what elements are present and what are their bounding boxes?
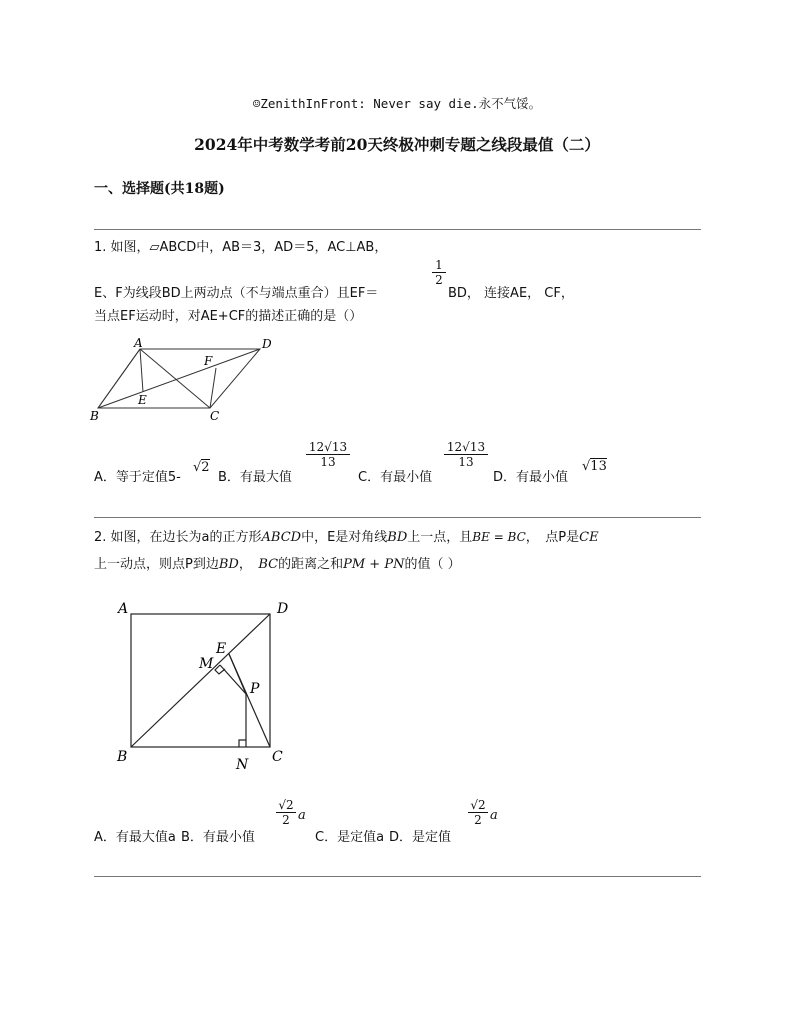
q2-label-n: N xyxy=(236,757,249,773)
q1-option-a-radicand: 2 xyxy=(201,460,210,475)
q1-fraction xyxy=(432,258,446,287)
q2-label-m: M xyxy=(199,656,214,672)
q2-option-b-num: √2 xyxy=(278,798,294,812)
q1-option-d-radicand: 13 xyxy=(590,459,607,474)
q2-math-ce: CE xyxy=(579,530,599,545)
q2-line1-text-g: ， 点P是 xyxy=(525,530,580,545)
q1-label-f: F xyxy=(204,354,213,368)
q1-line2a: E、F为线段BD上两动点（不与端点重合）且EF＝ xyxy=(94,286,379,301)
q2-line1-text-e: 上一点，且 xyxy=(407,530,473,545)
q1-option-b-num: 12√13 xyxy=(308,440,348,454)
q1-line3: 当点EF运动时，对AE+CF的描述正确的是（） xyxy=(94,309,363,324)
divider xyxy=(94,229,701,230)
q2-math-be-bc: BE = BC xyxy=(472,530,526,544)
q2-label-d: D xyxy=(277,601,289,617)
q2-label-b: B xyxy=(117,749,128,765)
q2-option-a: A．有最大值a xyxy=(94,830,176,845)
q2-math-bd: BD xyxy=(387,530,408,545)
q2-option-d-den: 2 xyxy=(468,812,488,827)
q2-square-figure xyxy=(110,598,300,776)
header-watermark: ☺ZenithInFront: Never say die.永不气馁。 xyxy=(252,96,542,111)
section-heading: 一、选择题(共18题) xyxy=(94,181,225,197)
q2-line1-text-c: 中，E是对角线 xyxy=(301,530,388,545)
q2-line2 xyxy=(94,553,461,572)
q1-label-a: A xyxy=(134,336,143,350)
q1-option-c: C．有最小值 xyxy=(358,470,433,485)
q1-option-b: B．有最大值 xyxy=(218,470,292,485)
q2-option-b-fraction xyxy=(276,798,296,827)
q2-line2-text-e: 的距离之和 xyxy=(278,557,344,572)
q2-option-b-var: a xyxy=(298,808,306,823)
q1-option-c-fraction xyxy=(444,440,488,469)
q1-line2b: BD， 连接AE， CF， xyxy=(448,286,574,301)
q2-option-d: D．是定值 xyxy=(389,830,452,845)
q2-option-b-den: 2 xyxy=(276,812,296,827)
q1-option-b-den: 13 xyxy=(306,454,350,469)
divider xyxy=(94,876,701,877)
q1-option-c-num: 12√13 xyxy=(446,440,486,454)
q2-label-c: C xyxy=(272,749,283,765)
q2-math-bc: BC xyxy=(258,557,279,572)
q1-option-d: D．有最小值 xyxy=(493,470,569,485)
q1-option-a-sqrt: √2 xyxy=(193,460,210,475)
q1-frac-num: 1 xyxy=(435,258,443,272)
q2-math-abcd: ABCD xyxy=(261,530,302,545)
q1-parallelogram-figure xyxy=(88,336,288,428)
divider xyxy=(94,517,701,518)
q2-label-p: P xyxy=(250,681,260,697)
q1-option-c-den: 13 xyxy=(444,454,488,469)
q2-line1 xyxy=(94,526,599,545)
q2-option-c: C．是定值a xyxy=(315,830,385,845)
q1-option-b-fraction xyxy=(306,440,350,469)
q1-option-a: A．等于定值5- xyxy=(94,470,181,485)
q2-math-bd-2: BD xyxy=(218,557,239,572)
q1-label-e: E xyxy=(138,393,147,407)
q1-line1: 1. 如图，▱ABCD中，AB＝3，AD＝5，AC⊥AB， xyxy=(94,240,388,255)
q2-label-a: A xyxy=(118,601,129,617)
document-title: 2024年中考数学考前20天终极冲刺专题之线段最值（二） xyxy=(194,135,600,154)
q1-label-b: B xyxy=(90,409,99,423)
q1-option-d-sqrt: √13 xyxy=(582,459,607,474)
q2-line2-text-a: 上一动点，则点P到边 xyxy=(94,557,219,572)
q2-option-d-num: √2 xyxy=(470,798,486,812)
q2-math-pm-pn: PM + PN xyxy=(343,557,405,572)
q2-option-d-var: a xyxy=(490,808,498,823)
q2-line2-text-c: ， xyxy=(238,557,259,572)
q2-line2-text-g: 的值（ ） xyxy=(404,557,461,572)
q1-frac-den: 2 xyxy=(432,272,446,287)
q2-option-b: B．有最小值 xyxy=(181,830,255,845)
q2-line1-text-a: 2. 如图，在边长为a的正方形 xyxy=(94,530,262,545)
q2-option-d-fraction xyxy=(468,798,488,827)
q1-label-d: D xyxy=(262,337,272,351)
q1-label-c: C xyxy=(210,409,220,423)
q2-label-e: E xyxy=(216,641,227,657)
